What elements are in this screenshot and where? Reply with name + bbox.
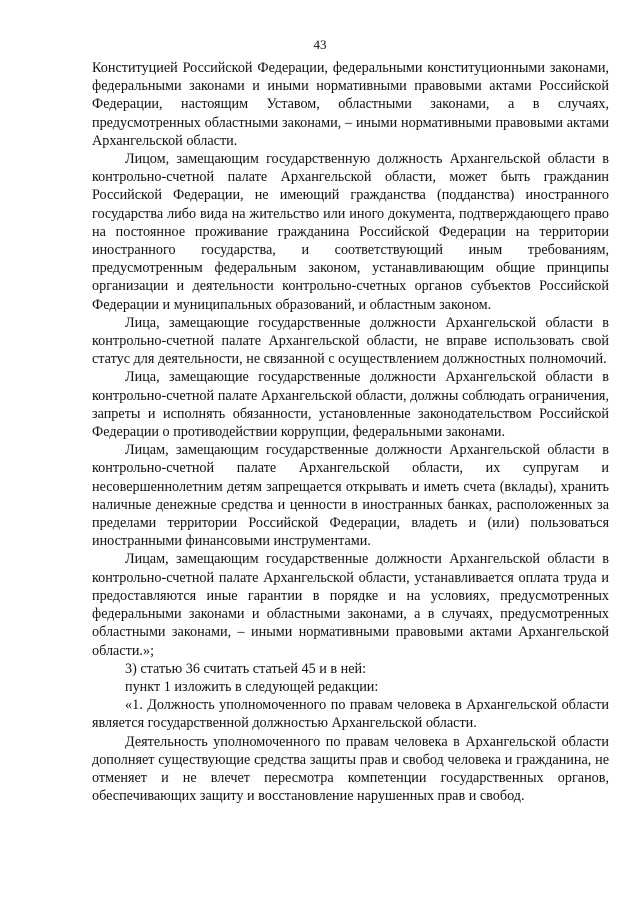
paragraph-eligibility: Лицом, замещающим государственную должность Архангельской области в контрольно-счетной палате Архангельской области, может быть гражданин Российской Федерации, не имеющий гражданства (подданства) иностранного государства либо вида на жительство или иного документа, подтверждающего право на постоянное проживание гражданина Российской Федерации на территории иностранного государства, и соответствующий иным требованиям, предусмотренным федеральным законом, устанавливающим общие принципы организации и деятельности контрольно-счетных органов субъектов Российской Федерации и муниципальных образований, и областным законом. bbox=[92, 151, 609, 313]
paragraph-amendment-instruction: пункт 1 изложить в следующей редакции: bbox=[125, 678, 379, 695]
paragraph-amendment-item: 3) статью 36 считать статьей 45 и в ней: bbox=[125, 660, 367, 677]
paragraph-foreign-accounts: Лицам, замещающим государственные должности Архангельской области в контрольно-счетной палате Архангельской области, их супругам и несовершеннолетним детям запрещается открывать и иметь счета (вклады), хранить наличные денежные средства и ценности в иностранных банках, расположенных за пределами территории Российской Федерации, владеть и (или) пользоваться иностранными финансовыми инструментами. bbox=[92, 442, 609, 550]
paragraph-continuation: Конституцией Российской Федерации, федеральными конституционными законами, федеральными законами и иными нормативными правовыми актами Российской Федерации, настоящим Уставом, областными законами, а в случаях, предусмотренных областными законами, – иными нормативными правовыми актами Архангельской области. bbox=[92, 60, 609, 149]
document-body bbox=[92, 59, 609, 805]
paragraph-anticorruption: Лица, замещающие государственные должности Архангельской области в контрольно-счетной палате Архангельской области, должны соблюдать ограничения, запреты и исполнять обязанности, установленные законодательством Российской Федерации о противодействии коррупции, федеральными законами. bbox=[92, 369, 609, 441]
paragraph-ombudsman-position: «1. Должность уполномоченного по правам человека в Архангельской области является государственной должностью Архангельской области. bbox=[92, 697, 609, 732]
paragraph-remuneration: Лицам, замещающим государственные должности Архангельской области в контрольно-счетной палате Архангельской области, устанавливается оплата труда и предоставляются иные гарантии в порядке и на условиях, предусмотренных федеральными законами и областными законами, а в случаях, предусмотренных областными законами, – иными нормативными правовыми актами Архангельской области.»; bbox=[92, 551, 609, 659]
paragraph-ombudsman-activity: Деятельность уполномоченного по правам человека в Архангельской области дополняет существующие средства защиты прав и свобод человека и гражданина, не отменяет и не влечет пересмотра компетенции государственных органов, обеспечивающих защиту и восстановление нарушенных прав и свобод. bbox=[92, 733, 609, 805]
paragraph-status-restriction: Лица, замещающие государственные должности Архангельской области в контрольно-счетной палате Архангельской области, не вправе использовать свой статус для деятельности, не связанной с осуществлением должностных полномочий. bbox=[92, 314, 609, 368]
page-number: 43 bbox=[313, 37, 327, 52]
